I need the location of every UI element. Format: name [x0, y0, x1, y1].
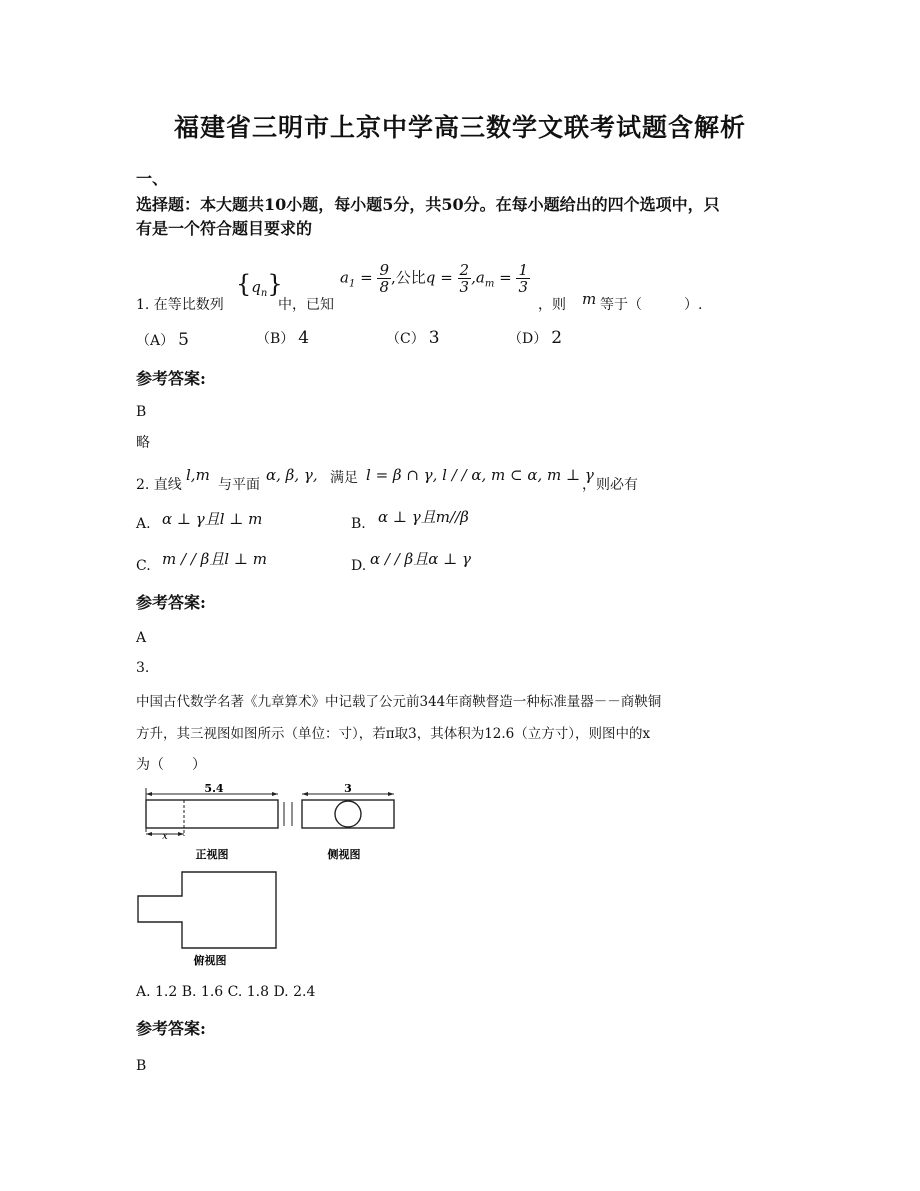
a1-fraction: $\frac{9}{8}$ — [379, 261, 390, 296]
q1-suffix: ，则 — [538, 297, 566, 313]
section-number: 一、 — [136, 169, 169, 188]
q2-option-b-label: B. — [351, 516, 366, 532]
front-view — [146, 782, 292, 861]
page-title: 福建省三明市上京中学高三数学文联考试题含解析 — [173, 113, 746, 142]
q3-line1: 中国古代数学名著《九章算术》中记载了公元前344年商鞅督造一种标准量器－－商鞅铜 — [136, 694, 662, 710]
q1-explain: 略 — [136, 435, 150, 451]
side-caption: 侧视图 — [327, 848, 361, 861]
q1-option-c: （C） 3 — [386, 328, 440, 348]
q2-lines: l,m — [186, 466, 210, 484]
side-view — [302, 782, 394, 861]
top-caption: 俯视图 — [193, 954, 227, 967]
front-dim-label: 5.4 — [204, 782, 224, 795]
top-outline — [138, 872, 276, 948]
x-dim-label: x — [162, 831, 168, 842]
q2-plane-word: 与平面 — [218, 477, 260, 493]
front-rect — [146, 800, 278, 828]
section-heading-line2: 有是一个符合题目要求的 — [136, 219, 313, 238]
q2-option-a-value: α ⊥ γ且l ⊥ m — [162, 510, 263, 528]
q1-end: 等于（ ）. — [600, 297, 703, 313]
q2-satisfy-word: 满足 — [330, 470, 358, 486]
top-view — [138, 872, 276, 967]
side-circle — [335, 801, 361, 827]
q1-option-a: （A） 5 — [136, 330, 189, 350]
q2-prefix: 2. 直线 — [136, 477, 182, 493]
q1-answer-label: 参考答案: — [136, 369, 206, 388]
q2-option-d-label: D. — [351, 558, 367, 574]
q2-option-d-value: α / / β且α ⊥ γ — [370, 550, 471, 568]
q3-line2: 方升，其三视图如图所示（单位：寸），若π取3，其体积为12.6（立方寸），则图中的x — [136, 726, 651, 742]
q2-option-c-label: C. — [136, 558, 151, 574]
side-rect — [302, 800, 394, 828]
side-dim-label: 3 — [344, 782, 352, 795]
section-heading-line1: 选择题：本大题共10小题，每小题5分，共50分。在每小题给出的四个选项中，只 — [136, 195, 720, 214]
q2-answer-label: 参考答案: — [136, 593, 206, 612]
q1-option-d: （D） 2 — [508, 328, 563, 348]
front-caption: 正视图 — [195, 848, 229, 861]
three-view-figure — [132, 782, 402, 972]
q3-answer-label: 参考答案: — [136, 1019, 206, 1038]
q1-sequence: $\{q_n\}$ — [236, 270, 283, 299]
q2-conditions: l = β ∩ γ, l / / α, m ⊂ α, m ⊥ γ — [366, 466, 594, 484]
q1-m-symbol: m — [582, 290, 597, 308]
am-fraction: $\frac{1}{3}$ — [518, 261, 528, 296]
q2-planes: α, β, γ, — [266, 466, 318, 484]
q-fraction: $\frac{2}{3}$ — [459, 261, 470, 296]
q1-middle: 中，已知 — [278, 297, 334, 313]
q2-suffix: ，则必有 — [582, 477, 638, 493]
q3-answer: B — [136, 1058, 147, 1074]
q1-given-expression: $a_1$ = $\frac{9}{8}$ ,公比q = $\frac{2}{3}$ $,a_m$ = $\frac{1}{3}$ — [340, 261, 528, 296]
q3-line3: 为（ ） — [136, 757, 206, 773]
q1-option-b: （B） 4 — [256, 328, 310, 348]
q2-option-b-value: α ⊥ γ且m//β — [378, 508, 469, 526]
q3-options: A. 1.2 B. 1.6 C. 1.8 D. 2.4 — [136, 984, 316, 1000]
q3-number: 3. — [136, 660, 150, 676]
q1-prefix: 1. 在等比数列 — [136, 297, 224, 313]
q2-option-a-label: A. — [136, 516, 151, 532]
q1-answer: B — [136, 404, 147, 420]
q2-answer: A — [136, 630, 147, 646]
q2-option-c-value: m / / β且l ⊥ m — [162, 550, 267, 568]
